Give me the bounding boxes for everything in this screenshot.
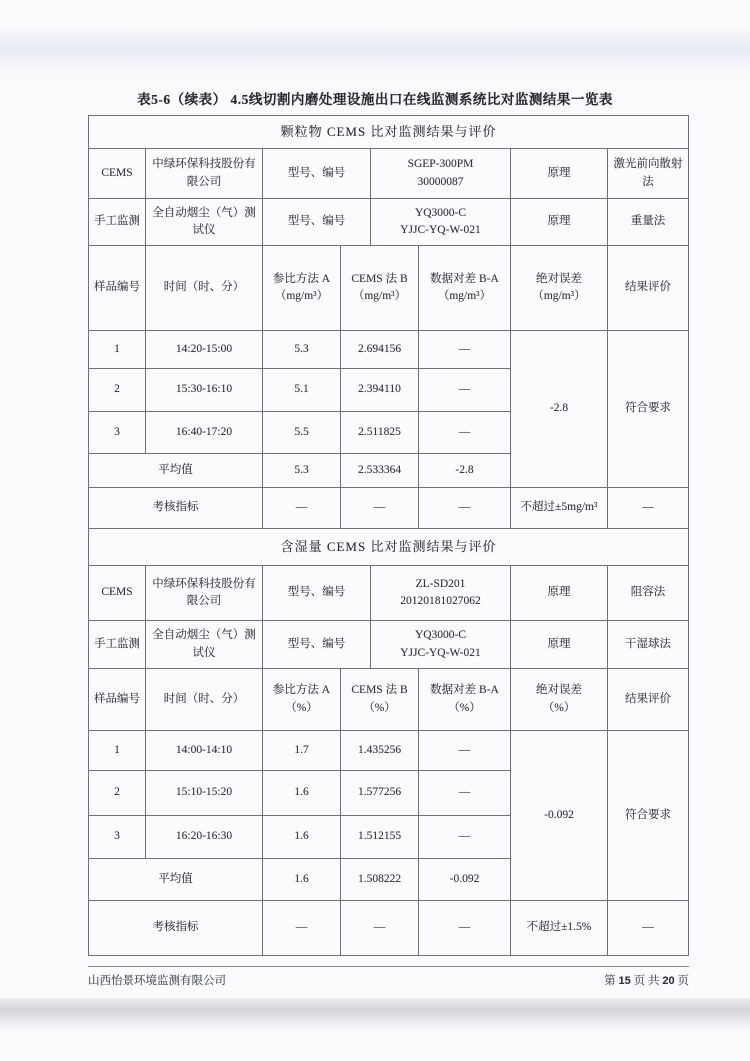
equipment-role: CEMS: [89, 149, 146, 199]
model-line2: 30000087: [417, 175, 464, 188]
col-abs-error: 绝对误差 （mg/m³）: [511, 246, 608, 331]
average-diff: -2.8: [419, 454, 511, 488]
time-range: 16:20-16:30: [146, 816, 263, 859]
assessment-cems: —: [341, 488, 419, 529]
col-ref-method: 参比方法 A （mg/m³）: [263, 246, 341, 331]
average-ref: 1.6: [263, 859, 341, 901]
tables-container: [88, 115, 689, 956]
sample-no: 2: [89, 369, 146, 412]
sample-no: 1: [89, 331, 146, 369]
assessment-row: [89, 901, 689, 956]
principle-label: 原理: [511, 621, 608, 669]
col-ref-method: 参比方法 A （%）: [263, 669, 341, 731]
equipment-role: 手工监测: [89, 199, 146, 246]
assessment-row: [89, 488, 689, 529]
equipment-vendor: 全自动烟尘（气）测试仪: [146, 199, 263, 246]
model-value: [371, 149, 511, 199]
cems-value: 2.511825: [341, 412, 419, 454]
model-line1: YQ3000-C: [414, 206, 467, 219]
equipment-role: 手工监测: [89, 621, 146, 669]
section-header-row: [89, 529, 689, 566]
diff-value: —: [419, 369, 511, 412]
model-label: 型号、编号: [263, 621, 371, 669]
principle-label: 原理: [511, 566, 608, 621]
time-range: 15:10-15:20: [146, 771, 263, 816]
col-diff: 数据对差 B-A （mg/m³）: [419, 246, 511, 331]
model-line1: SGEP-300PM: [407, 158, 474, 171]
model-value: [371, 566, 511, 621]
col-cems-b: CEMS 法 B （%）: [341, 669, 419, 731]
average-cems: 1.508222: [341, 859, 419, 901]
ref-value: 5.1: [263, 369, 341, 412]
equipment-row: [89, 621, 689, 669]
assessment-ref: —: [263, 901, 341, 956]
equipment-role: CEMS: [89, 566, 146, 621]
cems-value: 1.435256: [341, 731, 419, 771]
model-label: 型号、编号: [263, 566, 371, 621]
model-line2: YJJC-YQ-W-021: [400, 646, 481, 659]
section-title: 含湿量 CEMS 比对监测结果与评价: [89, 529, 689, 566]
assessment-limit: 不超过±5mg/m³: [511, 488, 608, 529]
assessment-label: 考核指标: [89, 488, 263, 529]
assessment-diff: —: [419, 488, 511, 529]
principle-label: 原理: [511, 199, 608, 246]
footer-page-number: 第 15 页 共 20 页: [604, 975, 689, 987]
col-result: 结果评价: [608, 246, 689, 331]
ref-value: 1.6: [263, 816, 341, 859]
col-sample: 样品编号: [89, 669, 146, 731]
col-result: 结果评价: [608, 669, 689, 731]
assessment-limit: 不超过±1.5%: [511, 901, 608, 956]
col-diff: 数据对差 B-A （%）: [419, 669, 511, 731]
cems-value: 2.394110: [341, 369, 419, 412]
data-row: [89, 331, 689, 369]
model-value: [371, 199, 511, 246]
diff-value: —: [419, 731, 511, 771]
average-diff: -0.092: [419, 859, 511, 901]
result-value: 符合要求: [608, 331, 689, 488]
principle-label: 原理: [511, 149, 608, 199]
assessment-result: —: [608, 488, 689, 529]
time-range: 14:00-14:10: [146, 731, 263, 771]
data-row: [89, 731, 689, 771]
model-value: [371, 621, 511, 669]
scan-artifact-bottom: [0, 998, 750, 1032]
model-label: 型号、编号: [263, 199, 371, 246]
sample-no: 3: [89, 816, 146, 859]
average-ref: 5.3: [263, 454, 341, 488]
col-sample: 样品编号: [89, 246, 146, 331]
model-line1: ZL-SD201: [415, 577, 466, 590]
col-cems-b: CEMS 法 B （mg/m³）: [341, 246, 419, 331]
time-range: 16:40-17:20: [146, 412, 263, 454]
assessment-ref: —: [263, 488, 341, 529]
time-range: 14:20-15:00: [146, 331, 263, 369]
ref-value: 5.5: [263, 412, 341, 454]
page-title: 表5-6（续表） 4.5线切割内磨处理设施出口在线监测系统比对监测结果一览表: [137, 92, 613, 107]
col-time: 时间（时、分）: [146, 246, 263, 331]
column-header-row: [89, 669, 689, 731]
section-title: 颗粒物 CEMS 比对监测结果与评价: [89, 116, 689, 149]
assessment-diff: —: [419, 901, 511, 956]
model-line1: YQ3000-C: [414, 629, 467, 642]
cems-value: 1.577256: [341, 771, 419, 816]
model-line2: YJJC-YQ-W-021: [400, 224, 481, 236]
abs-error-value: -2.8: [511, 331, 608, 488]
page-footer: [88, 966, 689, 988]
equipment-row: [89, 566, 689, 621]
diff-value: —: [419, 331, 511, 369]
cems-value: 2.694156: [341, 331, 419, 369]
pm-cems-table: [88, 115, 689, 529]
model-label: 型号、编号: [263, 149, 371, 199]
equipment-row: [89, 149, 689, 199]
assessment-label: 考核指标: [89, 901, 263, 956]
result-value: 符合要求: [608, 731, 689, 901]
col-time: 时间（时、分）: [146, 669, 263, 731]
scan-artifact-top: [0, 26, 750, 76]
section-header-row: [89, 116, 689, 149]
equipment-vendor: 中绿环保科技股份有限公司: [146, 566, 263, 621]
ref-value: 5.3: [263, 331, 341, 369]
principle-value: 重量法: [608, 199, 689, 246]
average-label: 平均值: [89, 859, 263, 901]
time-range: 15:30-16:10: [146, 369, 263, 412]
diff-value: —: [419, 412, 511, 454]
ref-value: 1.6: [263, 771, 341, 816]
diff-value: —: [419, 816, 511, 859]
equipment-vendor: 中绿环保科技股份有限公司: [146, 149, 263, 199]
diff-value: —: [419, 771, 511, 816]
ref-value: 1.7: [263, 731, 341, 771]
principle-value: 干湿球法: [608, 621, 689, 669]
equipment-row: [89, 199, 689, 246]
column-header-row: [89, 246, 689, 331]
principle-value: 阻容法: [608, 566, 689, 621]
average-cems: 2.533364: [341, 454, 419, 488]
sample-no: 1: [89, 731, 146, 771]
principle-value: 激光前向散射法: [608, 149, 689, 199]
assessment-cems: —: [341, 901, 419, 956]
moisture-cems-table: [88, 528, 689, 956]
sample-no: 2: [89, 771, 146, 816]
equipment-vendor: 全自动烟尘（气）测试仪: [146, 621, 263, 669]
average-label: 平均值: [89, 454, 263, 488]
model-line2: 20120181027062: [400, 595, 481, 607]
abs-error-value: -0.092: [511, 731, 608, 901]
assessment-result: —: [608, 901, 689, 956]
col-abs-error: 绝对误差 （%）: [511, 669, 608, 731]
sample-no: 3: [89, 412, 146, 454]
cems-value: 1.512155: [341, 816, 419, 859]
footer-company: 山西怡景环境监测有限公司: [88, 975, 226, 987]
